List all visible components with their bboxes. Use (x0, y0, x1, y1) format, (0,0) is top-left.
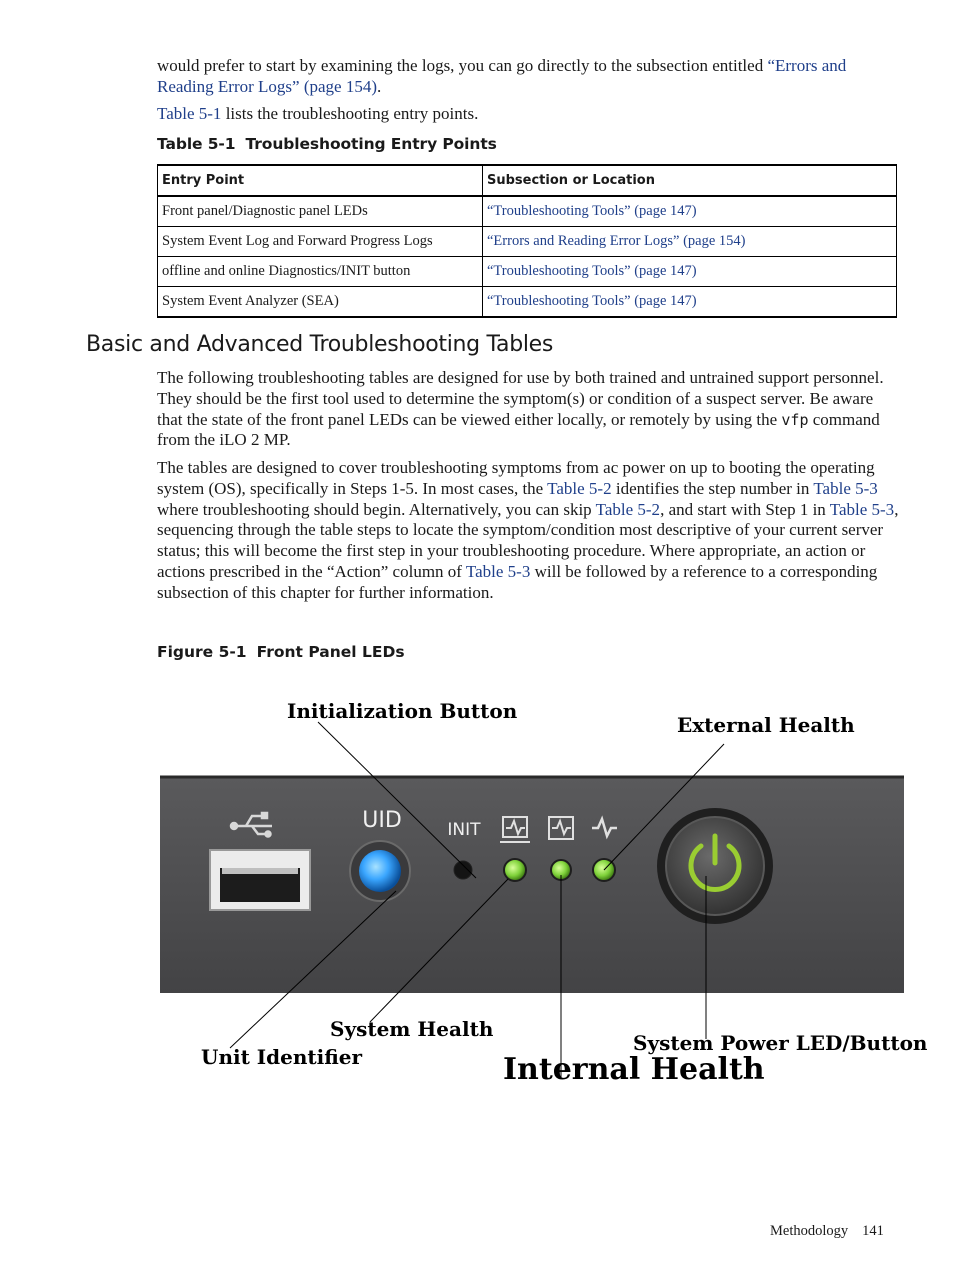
cell-entry-point: System Event Analyzer (SEA) (158, 287, 483, 318)
system-health-led (504, 859, 526, 881)
table-row (158, 227, 897, 257)
callout-system-power: System Power LED/Button (633, 1031, 928, 1055)
link-cell[interactable]: “Troubleshooting Tools” (page 147) (487, 203, 697, 219)
header-entry-point: Entry Point (158, 165, 483, 196)
table-reference-text: lists the troubleshooting entry points. (221, 104, 479, 123)
link-table-5-3[interactable]: Table 5-3 (829, 499, 895, 519)
link-table-5-1[interactable]: Table 5-1 (157, 104, 222, 123)
body-text: The tables are designed to cover troubleshooting symptoms from ac power on up to booting the operating system (OS), specifically in Steps 1-5. In most cases, the (157, 458, 875, 498)
link-errors-logs[interactable]: “Errors and Reading Error Logs” (page 154) (157, 56, 847, 96)
uid-button[interactable] (350, 841, 410, 901)
body-text: , sequencing through the table steps to locate the symptom/condition most descriptive of your current server status; this will become the first step in your troubleshooting procedure. Where appropriate, an action or actions prescribed in the “Action” column of (157, 499, 899, 581)
cell-entry-point: offline and online Diagnostics/INIT button (158, 257, 483, 287)
init-label: INIT (447, 820, 481, 840)
figure-caption (157, 643, 405, 661)
intro-text-end: . (376, 76, 382, 96)
body-paragraph-1 (157, 368, 899, 451)
body-text: The following troubleshooting tables are designed for use by both trained and untrained support personnel. They should be the first tool used to determine the symptom(s) or condition of a suspect server. Be aware that the state of the front panel LEDs can be viewed either locally, or remotely by using the (157, 368, 884, 429)
link-cell[interactable]: “Errors and Reading Error Logs” (page 154) (487, 233, 746, 249)
intro-paragraph (157, 56, 899, 98)
link-table-5-3[interactable]: Table 5-3 (465, 561, 531, 581)
table-header-row (158, 165, 897, 196)
table-reference-paragraph (157, 104, 899, 125)
body-text: where troubleshooting should begin. Alternatively, you can skip (157, 499, 596, 519)
cell-subsection (483, 287, 897, 318)
body-paragraph-2 (157, 458, 899, 604)
link-table-5-2[interactable]: Table 5-2 (547, 478, 612, 498)
body-text: command from the iLO 2 MP. (157, 409, 880, 450)
cell-entry-point: System Event Log and Forward Progress Logs (158, 227, 483, 257)
intro-text: would prefer to start by examining the logs, you can go directly to the subsection entitled (157, 56, 768, 75)
figure-caption-title: Front Panel LEDs (256, 643, 405, 661)
cell-entry-point: Front panel/Diagnostic panel LEDs (158, 196, 483, 227)
table-row (158, 196, 897, 227)
uid-label: UID (362, 808, 402, 833)
body-text: , and start with Step 1 in (660, 499, 830, 519)
entry-points-table (157, 164, 897, 318)
front-panel-illustration (0, 680, 954, 1120)
link-table-5-2[interactable]: Table 5-2 (595, 499, 661, 519)
header-subsection: Subsection or Location (483, 165, 897, 196)
front-panel-figure (0, 680, 954, 1120)
callout-internal-health: Internal Health (503, 1052, 765, 1087)
usb-port[interactable] (210, 850, 310, 910)
figure-caption-label: Figure 5-1 (157, 643, 247, 661)
callout-system-health: System Health (330, 1017, 494, 1041)
callout-unit-identifier: Unit Identifier (201, 1045, 363, 1069)
cell-subsection (483, 227, 897, 257)
callout-external-health: External Health (677, 713, 855, 737)
page-footer (770, 1223, 884, 1240)
table-caption-title: Troubleshooting Entry Points (245, 135, 497, 153)
body-text: identifies the step number in (611, 478, 814, 498)
init-button[interactable] (454, 861, 472, 879)
cell-subsection (483, 196, 897, 227)
table-row (158, 287, 897, 318)
page-number: 141 (862, 1223, 884, 1239)
table-caption-label: Table 5-1 (157, 135, 236, 153)
table-row (158, 257, 897, 287)
table-caption (157, 135, 497, 153)
callout-initialization-button: Initialization Button (287, 699, 518, 723)
cell-subsection (483, 257, 897, 287)
footer-section: Methodology (770, 1223, 849, 1239)
power-button[interactable] (657, 808, 773, 924)
vfp-command: vfp (781, 410, 809, 429)
section-heading: Basic and Advanced Troubleshooting Tables (86, 332, 554, 357)
link-table-5-3[interactable]: Table 5-3 (813, 478, 878, 498)
link-cell[interactable]: “Troubleshooting Tools” (page 147) (487, 293, 697, 309)
link-cell[interactable]: “Troubleshooting Tools” (page 147) (487, 263, 697, 279)
body-text: will be followed by a reference to a corresponding subsection of this chapter for further information. (157, 561, 878, 602)
